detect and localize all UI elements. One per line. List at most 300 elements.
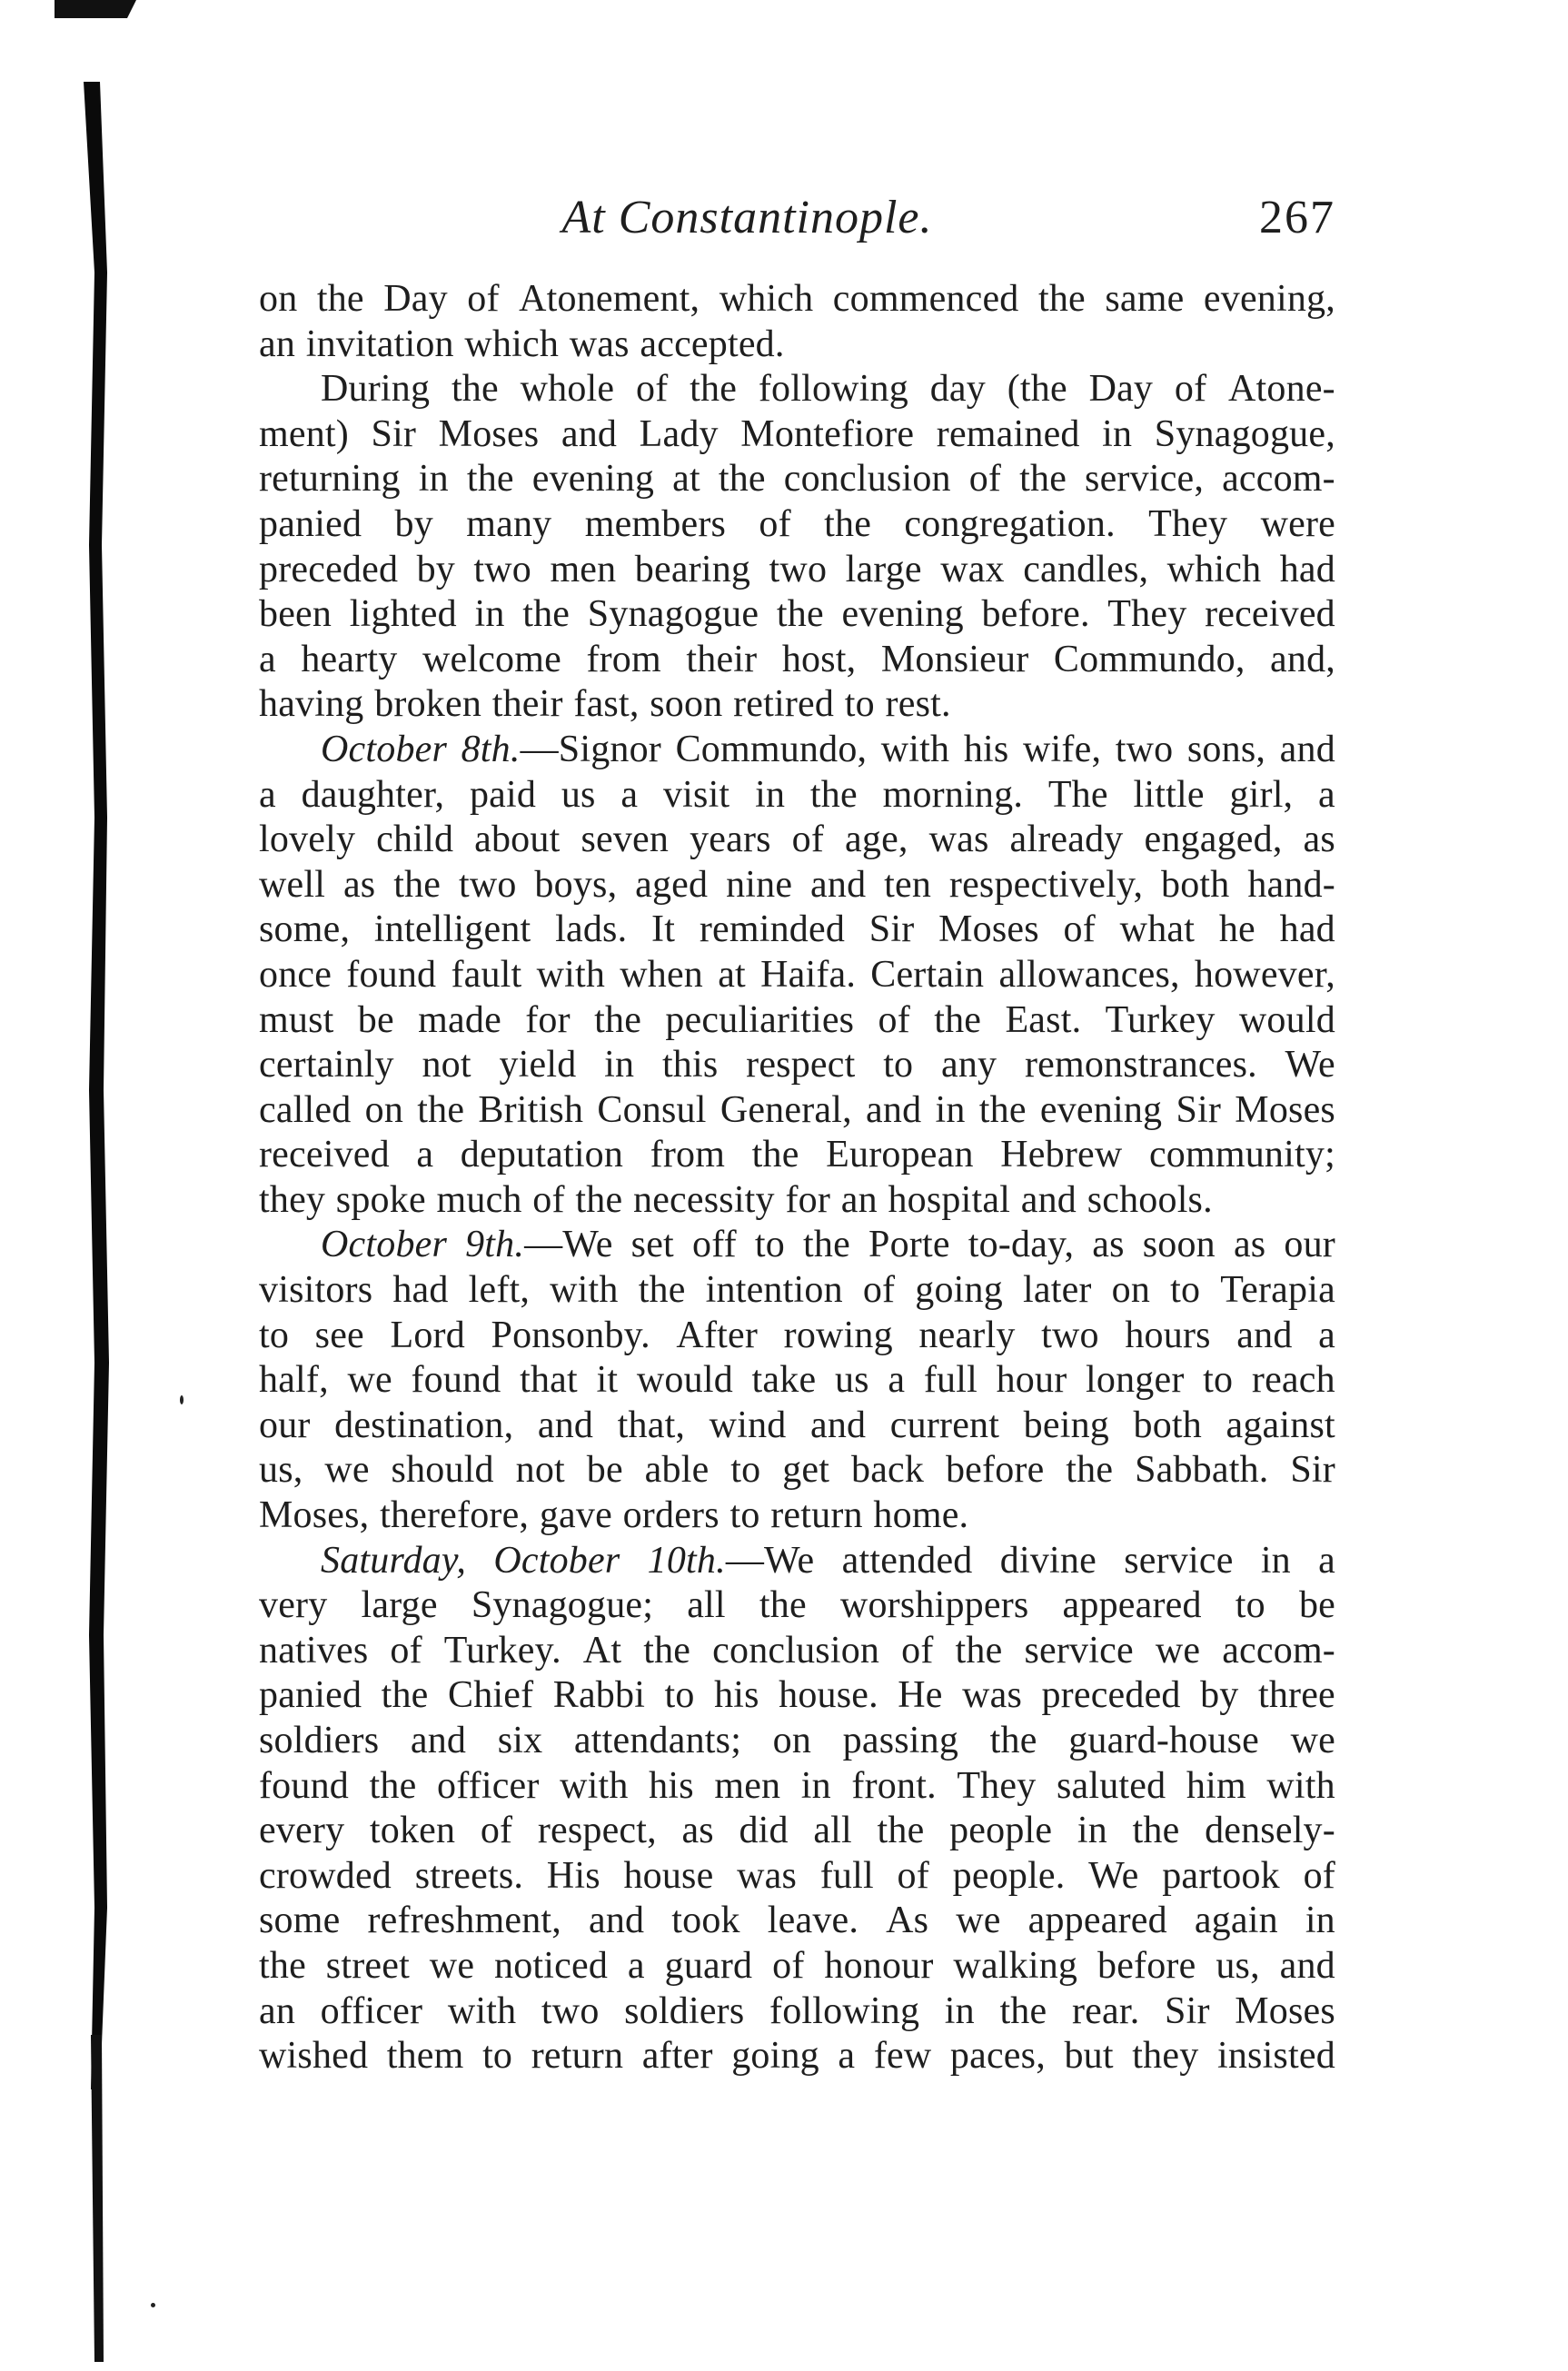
word: the <box>751 1134 799 1176</box>
word: at <box>672 458 700 501</box>
word: had <box>1279 908 1335 951</box>
word: daughter, <box>301 773 445 816</box>
running-head <box>259 191 1335 245</box>
word: the <box>451 368 499 411</box>
word: wax <box>940 548 1005 590</box>
word: congregation. <box>904 502 1116 545</box>
word: from <box>586 638 661 680</box>
word: lads. <box>555 908 628 951</box>
word: of <box>862 1269 896 1312</box>
word: Turkey. <box>443 1629 561 1672</box>
word: the <box>803 1224 850 1266</box>
ink-speck <box>180 1395 184 1404</box>
word: his <box>963 728 1009 770</box>
word: aged <box>635 863 709 906</box>
word: found <box>259 1764 349 1807</box>
word: once <box>259 953 332 996</box>
word: Ponsonby. <box>491 1314 650 1356</box>
word: back <box>851 1449 925 1492</box>
text-line <box>259 908 1335 953</box>
word: of <box>791 818 825 861</box>
word: we <box>956 1900 1001 1942</box>
word: but <box>1064 2035 1114 2078</box>
text-line <box>259 548 1335 593</box>
word: wished <box>259 2035 369 2078</box>
word: hours <box>1125 1314 1211 1356</box>
word: of <box>968 458 1002 501</box>
word: in <box>755 773 786 816</box>
word: in <box>1260 1539 1291 1582</box>
word: streets. <box>414 1854 524 1897</box>
word: conclusion <box>712 1629 880 1672</box>
word: a <box>888 1359 906 1402</box>
word: the <box>316 278 364 320</box>
word: wife, <box>1023 728 1102 770</box>
word: candles, <box>1023 548 1149 590</box>
word: of <box>759 502 791 545</box>
word: with <box>550 1269 619 1312</box>
word: as <box>681 1810 714 1852</box>
word: soldiers <box>624 1989 745 2032</box>
word: off <box>692 1224 737 1266</box>
word: Sir <box>868 908 915 951</box>
word: before. <box>981 593 1090 636</box>
word: densely- <box>1205 1810 1335 1852</box>
text-line <box>259 1314 1335 1359</box>
word: about <box>474 818 561 861</box>
word: few <box>873 2035 932 2078</box>
word: age, <box>845 818 908 861</box>
text-line <box>259 773 1335 818</box>
word: us, <box>1216 1944 1260 1987</box>
word: whole <box>520 368 615 411</box>
word: 9th.—We <box>465 1224 613 1266</box>
word: and <box>561 412 618 455</box>
word: he <box>1218 908 1255 951</box>
word: the <box>809 773 858 816</box>
word: being <box>1023 1404 1109 1446</box>
word: of <box>1063 908 1096 951</box>
word: evening, <box>1203 278 1335 320</box>
text-line <box>259 1809 1335 1854</box>
word: took <box>671 1900 740 1942</box>
word: we <box>429 1944 475 1987</box>
word: his <box>649 1764 694 1807</box>
word: of <box>901 1629 934 1672</box>
word: token <box>369 1810 456 1852</box>
word: in <box>474 593 505 636</box>
word: we <box>347 1359 392 1402</box>
word: We <box>1285 1044 1335 1086</box>
word: his <box>714 1674 759 1717</box>
text-line <box>259 1088 1335 1134</box>
word: the <box>417 1088 465 1131</box>
word: bearing <box>634 548 751 590</box>
word: the <box>989 1720 1037 1761</box>
text-line <box>259 1178 1335 1224</box>
word: had <box>1279 548 1335 590</box>
word: Atonement, <box>519 278 700 320</box>
word: longer <box>1086 1359 1185 1402</box>
line-text: having broken their fast, soon retired to rest. <box>259 683 951 726</box>
word: would <box>636 1359 733 1402</box>
word: evening <box>841 593 964 636</box>
word: welcome <box>422 638 561 680</box>
word: ten <box>884 863 932 906</box>
text-line <box>259 1944 1335 1989</box>
word: divine <box>999 1539 1097 1582</box>
word: the <box>522 593 571 636</box>
word: Montefiore <box>740 412 915 455</box>
word: to-day, <box>968 1224 1075 1266</box>
word: the <box>955 1629 1003 1672</box>
word: Hebrew <box>1000 1134 1123 1176</box>
text-line <box>259 1719 1335 1764</box>
word: this <box>661 1044 719 1086</box>
word: before <box>945 1449 1045 1492</box>
word: called <box>259 1088 352 1131</box>
word: be <box>1298 1584 1335 1627</box>
text-line <box>259 863 1335 908</box>
word: October <box>493 1539 620 1582</box>
word: of <box>772 1944 805 1987</box>
text-line <box>259 502 1335 548</box>
word: not <box>422 1044 471 1086</box>
word: on <box>1111 1269 1151 1312</box>
word: already <box>1009 818 1124 861</box>
word: Commundo, <box>675 728 868 770</box>
word: a <box>627 1944 645 1987</box>
word: the <box>466 458 514 501</box>
word: remonstrances. <box>1024 1044 1257 1086</box>
text-line <box>259 1448 1335 1493</box>
text-line <box>259 592 1335 638</box>
scanned-binding-edge <box>0 0 145 2371</box>
word: following <box>758 368 908 411</box>
word: Sir <box>371 412 417 455</box>
word: 8th.—Signor <box>461 728 661 770</box>
word: During <box>321 368 431 411</box>
word: large <box>845 548 922 590</box>
word: the <box>978 1088 1027 1131</box>
word: as <box>1092 1224 1125 1266</box>
word: evening <box>1039 1088 1163 1131</box>
word: before <box>1097 1944 1196 1987</box>
word: Rabbi <box>552 1674 646 1717</box>
word: sons, <box>1186 728 1266 770</box>
word: however, <box>1194 953 1335 996</box>
word: accom- <box>1222 458 1335 501</box>
word: when <box>620 953 704 996</box>
word: nearly <box>918 1314 1016 1356</box>
word: was <box>962 1674 1023 1717</box>
word: a <box>838 2035 856 2078</box>
text-line <box>259 1493 1335 1539</box>
word: people <box>949 1810 1053 1852</box>
word: the <box>638 1269 686 1312</box>
word: the <box>999 1989 1047 2032</box>
word: later <box>1022 1269 1092 1312</box>
word: leave. <box>767 1900 859 1942</box>
word: the <box>690 368 738 411</box>
word: had <box>392 1269 449 1312</box>
word: two <box>473 548 532 590</box>
text-line <box>259 2034 1335 2079</box>
word: Terapia <box>1220 1269 1335 1312</box>
word: of <box>897 1854 929 1897</box>
word: visitors <box>259 1269 373 1312</box>
text-line <box>259 1583 1335 1629</box>
word: our <box>1284 1224 1335 1266</box>
word: house <box>623 1854 714 1897</box>
word: wind <box>709 1404 787 1446</box>
word: we <box>1290 1720 1335 1761</box>
word: Saturday, <box>321 1539 467 1582</box>
word: from <box>650 1134 726 1176</box>
word: Sir <box>1165 1989 1210 2032</box>
word: They <box>1148 502 1228 545</box>
word: a <box>1318 1314 1335 1356</box>
word: by <box>1200 1674 1239 1717</box>
word: the <box>594 998 642 1041</box>
word: that, <box>617 1404 686 1446</box>
word: street <box>325 1944 410 1987</box>
word: any <box>940 1044 997 1086</box>
word: on <box>259 278 298 320</box>
word: again <box>1194 1900 1278 1942</box>
word: in <box>1102 412 1133 455</box>
word: take <box>751 1359 817 1402</box>
word: large <box>361 1584 438 1627</box>
text-line <box>259 1854 1335 1900</box>
word: as <box>342 863 376 906</box>
word: must <box>259 998 334 1041</box>
line-text: Moses, therefore, gave orders to return home. <box>259 1494 969 1537</box>
word: them <box>386 2035 464 2078</box>
word: Synagogue, <box>1154 412 1335 455</box>
word: seven <box>581 818 670 861</box>
word: return <box>531 2035 624 2078</box>
word: service, <box>1085 458 1205 501</box>
word: walking <box>953 1944 1078 1987</box>
word: both <box>1133 1404 1202 1446</box>
word: panied <box>259 1674 362 1717</box>
text-line <box>259 367 1335 412</box>
word: left, <box>468 1269 531 1312</box>
word: After <box>676 1314 759 1356</box>
word: get <box>782 1449 830 1492</box>
word: a <box>259 638 276 680</box>
word: of <box>636 368 669 411</box>
text-line <box>259 1629 1335 1674</box>
word: Day <box>383 278 448 320</box>
word: panied <box>259 502 362 545</box>
word: front. <box>851 1764 937 1807</box>
word: visit <box>662 773 730 816</box>
text-line <box>259 412 1335 458</box>
word: in <box>944 1989 975 2032</box>
word: morning. <box>882 773 1024 816</box>
word: to <box>482 2035 513 2078</box>
word: respect <box>746 1044 856 1086</box>
text-line <box>259 1223 1335 1268</box>
word: remained <box>936 412 1080 455</box>
word: with <box>560 1764 629 1807</box>
word: partook <box>1162 1854 1280 1897</box>
word: well <box>259 863 326 906</box>
word: and <box>1279 1944 1335 1987</box>
word: (the <box>1007 368 1067 411</box>
word: As <box>886 1900 929 1942</box>
word: allowances, <box>998 953 1180 996</box>
word: and <box>537 1404 594 1446</box>
text-line <box>259 998 1335 1044</box>
word: going <box>915 1269 1003 1312</box>
word: boys, <box>534 863 618 906</box>
word: British <box>478 1088 584 1131</box>
word: respect, <box>537 1810 657 1852</box>
word: and <box>589 1900 645 1942</box>
word: passing <box>842 1720 959 1761</box>
word: we <box>324 1449 370 1492</box>
word: in <box>1305 1900 1335 1942</box>
word: and <box>866 1088 922 1131</box>
word: girl, <box>1229 773 1294 816</box>
word: it <box>596 1359 619 1402</box>
word: of <box>1303 1854 1335 1897</box>
word: October <box>321 1224 448 1266</box>
word: returning <box>259 458 401 501</box>
text-line <box>259 1268 1335 1314</box>
word: received <box>1205 593 1335 636</box>
word: Lady <box>639 412 719 455</box>
word: saluted <box>1056 1764 1166 1807</box>
word: Synagogue; <box>471 1584 654 1627</box>
word: refreshment, <box>367 1900 561 1942</box>
word: in <box>418 458 449 501</box>
word: of <box>1174 368 1207 411</box>
word: service <box>1024 1629 1134 1672</box>
word: host, <box>781 638 857 680</box>
word: half, <box>259 1359 329 1402</box>
word: as <box>1303 818 1335 861</box>
text-line <box>259 1043 1335 1088</box>
word: following <box>769 1989 920 2032</box>
word: found <box>346 953 437 996</box>
word: crowded <box>259 1854 392 1897</box>
word: respectively, <box>948 863 1144 906</box>
word: paid <box>469 773 537 816</box>
body-text <box>259 277 1335 2079</box>
word: preceded <box>1041 1674 1181 1717</box>
word: the <box>824 502 872 545</box>
word: preceded <box>259 548 399 590</box>
word: At <box>582 1629 622 1672</box>
word: him <box>1186 1764 1246 1807</box>
text-line <box>259 1899 1335 1944</box>
text-line <box>259 1358 1335 1404</box>
word: men <box>550 548 617 590</box>
word: worshippers <box>839 1584 1029 1627</box>
word: both <box>1161 863 1230 906</box>
word: and <box>410 1720 467 1761</box>
word: hand- <box>1247 863 1335 906</box>
word: Certain <box>870 953 985 996</box>
word: intention <box>705 1269 843 1312</box>
word: in <box>1077 1810 1107 1852</box>
text-line <box>259 728 1335 773</box>
word: two <box>1041 1314 1099 1356</box>
text-line <box>259 682 1335 728</box>
word: the <box>643 1629 691 1672</box>
word: intelligent <box>373 908 531 951</box>
word: made <box>418 998 501 1041</box>
word: and, <box>1270 638 1335 680</box>
word: hearty <box>301 638 398 680</box>
line-text: an invitation which was accepted. <box>259 322 785 365</box>
word: European <box>826 1134 974 1176</box>
word: the <box>369 1764 417 1807</box>
word: East. <box>1005 998 1082 1041</box>
word: engaged, <box>1144 818 1283 861</box>
word: the <box>718 458 766 501</box>
word: day <box>929 368 986 411</box>
word: lovely <box>259 818 356 861</box>
word: evening <box>531 458 655 501</box>
word: Monsieur <box>880 638 1029 680</box>
word: to <box>259 1314 290 1356</box>
word: natives <box>259 1629 369 1672</box>
word: honour <box>824 1944 934 1987</box>
word: Sir <box>1176 1088 1222 1131</box>
word: by <box>394 502 433 545</box>
text-line <box>259 1989 1335 2035</box>
word: years <box>690 818 771 861</box>
word: be <box>357 998 394 1041</box>
word: able <box>644 1449 710 1492</box>
word: in <box>935 1088 966 1131</box>
word: which <box>1166 548 1262 590</box>
word: received <box>259 1134 390 1176</box>
word: They <box>1107 593 1187 636</box>
word: us <box>834 1359 869 1402</box>
word: three <box>1257 1674 1335 1717</box>
word: Consul <box>597 1088 707 1131</box>
word: officer <box>437 1764 540 1807</box>
word: soldiers <box>259 1720 380 1761</box>
text-line <box>259 818 1335 863</box>
text-line <box>259 1539 1335 1584</box>
word: reminded <box>699 908 846 951</box>
word: the <box>393 863 442 906</box>
word: Sabbath. <box>1135 1449 1269 1492</box>
word: their <box>686 638 758 680</box>
word: rear. <box>1071 1989 1140 2032</box>
word: same <box>1105 278 1185 320</box>
word: to <box>664 1674 695 1717</box>
word: rowing <box>783 1314 893 1356</box>
word: a <box>259 773 276 816</box>
word: and <box>810 1404 867 1446</box>
word: against <box>1226 1404 1335 1446</box>
word: members <box>584 502 727 545</box>
word: an <box>259 1989 296 2032</box>
word: we <box>1155 1629 1201 1672</box>
running-title: At Constantinople. <box>561 192 933 243</box>
word: nine <box>726 863 793 906</box>
word: men <box>714 1764 781 1807</box>
word: paces, <box>949 2035 1046 2078</box>
